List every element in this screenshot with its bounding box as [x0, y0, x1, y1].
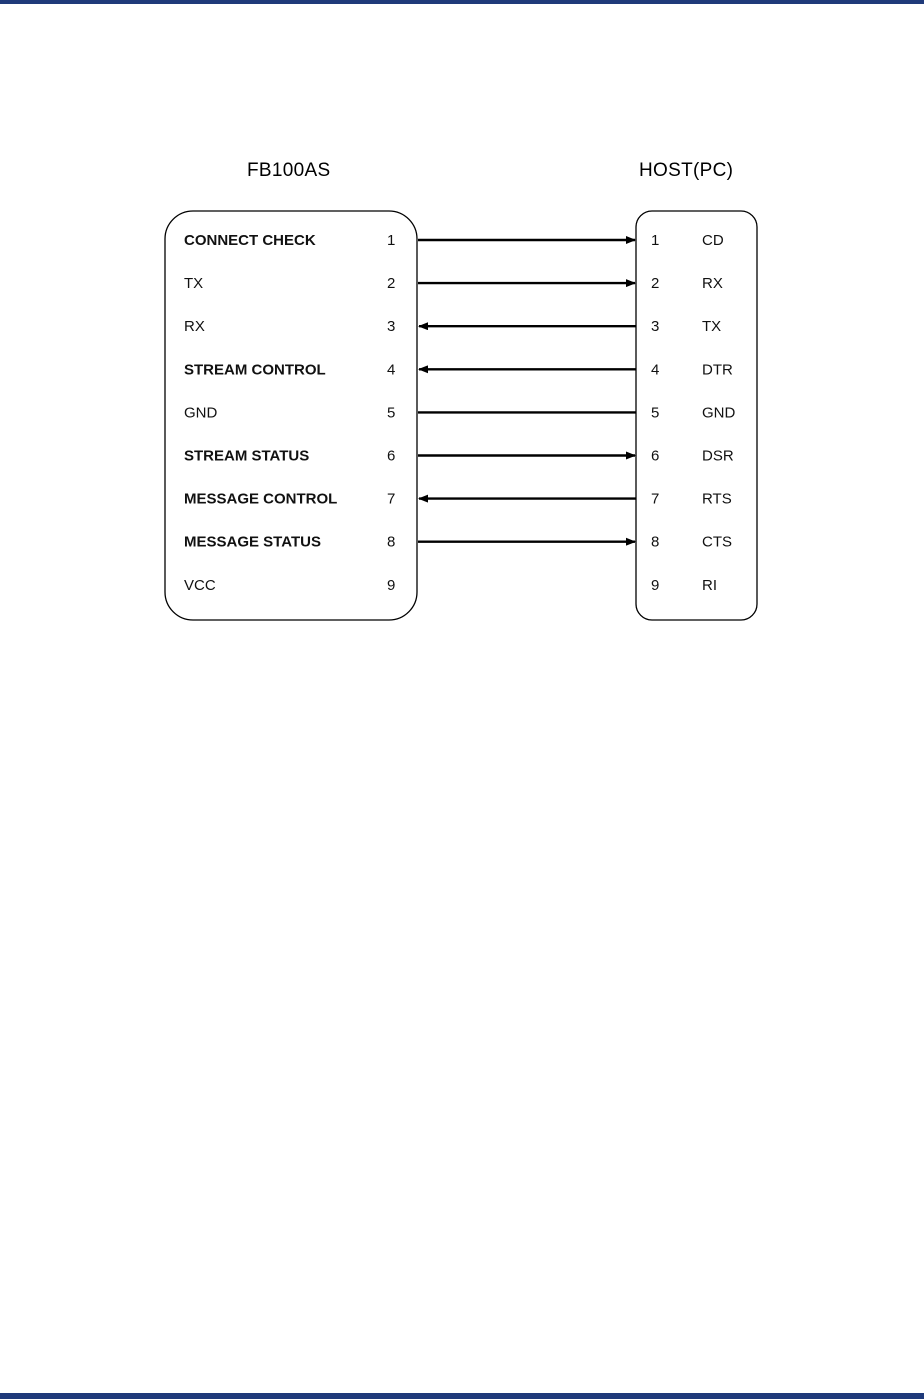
- device-signal-label: STREAM STATUS: [184, 447, 310, 465]
- bottom-page-rule: [0, 1393, 924, 1399]
- device-signal-label: MESSAGE STATUS: [184, 533, 321, 551]
- device-pin-number: 5: [387, 404, 396, 422]
- device-pin-number: 2: [387, 275, 396, 293]
- device-signal-label: GND: [184, 404, 218, 422]
- host-signal-label: GND: [702, 404, 736, 422]
- device-pin-number: 6: [387, 447, 396, 465]
- host-pin-number: 6: [651, 447, 660, 465]
- host-pin-number: 4: [651, 361, 660, 379]
- device-pin-number: 3: [387, 318, 396, 336]
- host-title: HOST(PC): [639, 160, 734, 181]
- host-signal-label: CD: [702, 232, 724, 249]
- host-signal-label: RI: [702, 576, 717, 594]
- device-pin-number: 7: [387, 490, 396, 508]
- device-pin-number: 8: [387, 533, 396, 551]
- device-pin-number: 1: [387, 232, 396, 249]
- device-signal-label: STREAM CONTROL: [184, 361, 326, 379]
- device-signal-label: MESSAGE CONTROL: [184, 490, 338, 508]
- host-signal-label: DSR: [702, 447, 734, 465]
- host-pin-number: 1: [651, 232, 660, 249]
- device-title: FB100AS: [247, 160, 331, 181]
- host-signal-label: RTS: [702, 490, 732, 508]
- device-signal-label: CONNECT CHECK: [184, 232, 316, 249]
- device-signal-label: RX: [184, 318, 205, 336]
- host-signal-label: TX: [702, 318, 722, 336]
- host-signal-label: DTR: [702, 361, 733, 379]
- host-signal-label: CTS: [702, 533, 732, 551]
- host-signal-label: RX: [702, 275, 723, 293]
- host-pin-number: 8: [651, 533, 660, 551]
- host-pin-number: 3: [651, 318, 660, 336]
- host-pin-number: 7: [651, 490, 660, 508]
- device-signal-label: VCC: [184, 576, 216, 594]
- host-pin-number: 5: [651, 404, 660, 422]
- device-pin-number: 9: [387, 576, 396, 594]
- device-pin-number: 4: [387, 361, 396, 379]
- device-signal-label: TX: [184, 275, 204, 293]
- host-pin-number: 9: [651, 576, 660, 594]
- host-pin-number: 2: [651, 275, 660, 293]
